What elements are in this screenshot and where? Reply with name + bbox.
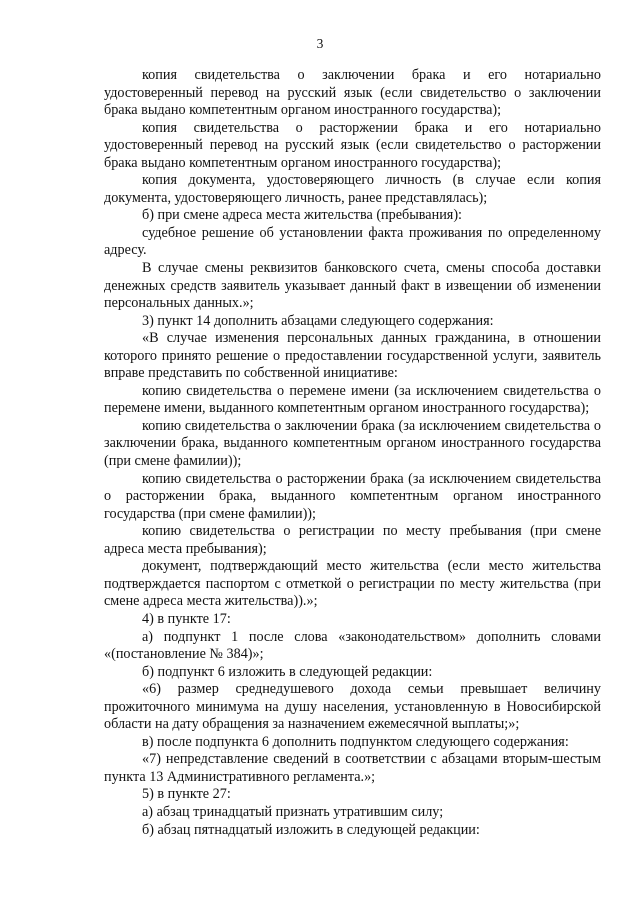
paragraph-14: 4) в пункте 17:	[142, 610, 231, 627]
paragraph-22: б) абзац пятнадцатый изложить в следующей редакции:	[142, 821, 480, 838]
paragraph-21: а) абзац тринадцатый признать утратившим силу;	[142, 803, 444, 820]
paragraph-16: б) подпункт 6 изложить в следующей редакции:	[142, 663, 433, 680]
paragraph-7: 3) пункт 14 дополнить абзацами следующего содержания:	[142, 312, 494, 329]
page-number: 3	[316, 36, 324, 51]
document-body	[104, 67, 601, 839]
paragraph-12: копию свидетельства о регистрации по месту пребывания (при смене адреса места пребывания);	[104, 523, 601, 557]
paragraph-1: копия свидетельства о заключении брака и его нотариально удостоверенный перевод на русский язык (если свидетельство о заключении брака выдано компетентным органом иностранного государства);	[104, 67, 601, 119]
paragraph-9: копию свидетельства о перемене имени (за исключением свидетельства о перемене имени, выданного компетентным органом иностранного государства);	[104, 382, 601, 417]
paragraph-8: «В случае изменения персональных данных гражданина, в отношении которого принято решение о предоставлении государственной услуги, заявитель вправе представить по собственной инициативе:	[104, 330, 601, 382]
paragraph-11: копию свидетельства о расторжении брака (за исключением свидетельства о расторжении брака, выданного компетентным органом иностранного государства (при смене фамилии));	[104, 470, 601, 522]
paragraph-13: документ, подтверждающий место жительства (если место жительства подтверждается паспортом с отметкой о регистрации по месту жительства (при смене адреса места жительства)).»;	[104, 558, 601, 610]
paragraph-3: копия документа, удостоверяющего личность (в случае если копия документа, удостоверяющего личность, ранее представлялась);	[104, 172, 601, 206]
paragraph-10: копию свидетельства о заключении брака (за исключением свидетельства о заключении брака, выданного компетентным органом иностранного государства (при смене фамилии));	[104, 417, 601, 470]
paragraph-19: «7) непредставление сведений в соответствии с абзацами вторым-шестым пункта 13 Административного регламента.»;	[104, 751, 601, 785]
paragraph-17: «6) размер среднедушевого дохода семьи превышает величину прожиточного минимума на душу населения, установленную в Новосибирской области на дату обращения за назначением ежемесячной выплаты;»;	[104, 681, 601, 733]
paragraph-2: копия свидетельства о расторжении брака и его нотариально удостоверенный перевод на русский язык (если свидетельство о расторжении брака выдано компетентным органом иностранного государства);	[104, 119, 601, 171]
paragraph-20: 5) в пункте 27:	[142, 786, 231, 803]
paragraph-18: в) после подпункта 6 дополнить подпунктом следующего содержания:	[142, 733, 569, 750]
paragraph-6: В случае смены реквизитов банковского счета, смены способа доставки денежных средств заявитель указывает данный факт в извещении об изменении персональных данных.»;	[104, 260, 601, 312]
paragraph-5: судебное решение об установлении факта проживания по определенному адресу.	[104, 224, 601, 259]
paragraph-4: б) при смене адреса места жительства (пребывания):	[142, 207, 462, 224]
paragraph-15: а) подпункт 1 после слова «законодательством» дополнить словами «(постановление № 384)»;	[104, 628, 601, 663]
